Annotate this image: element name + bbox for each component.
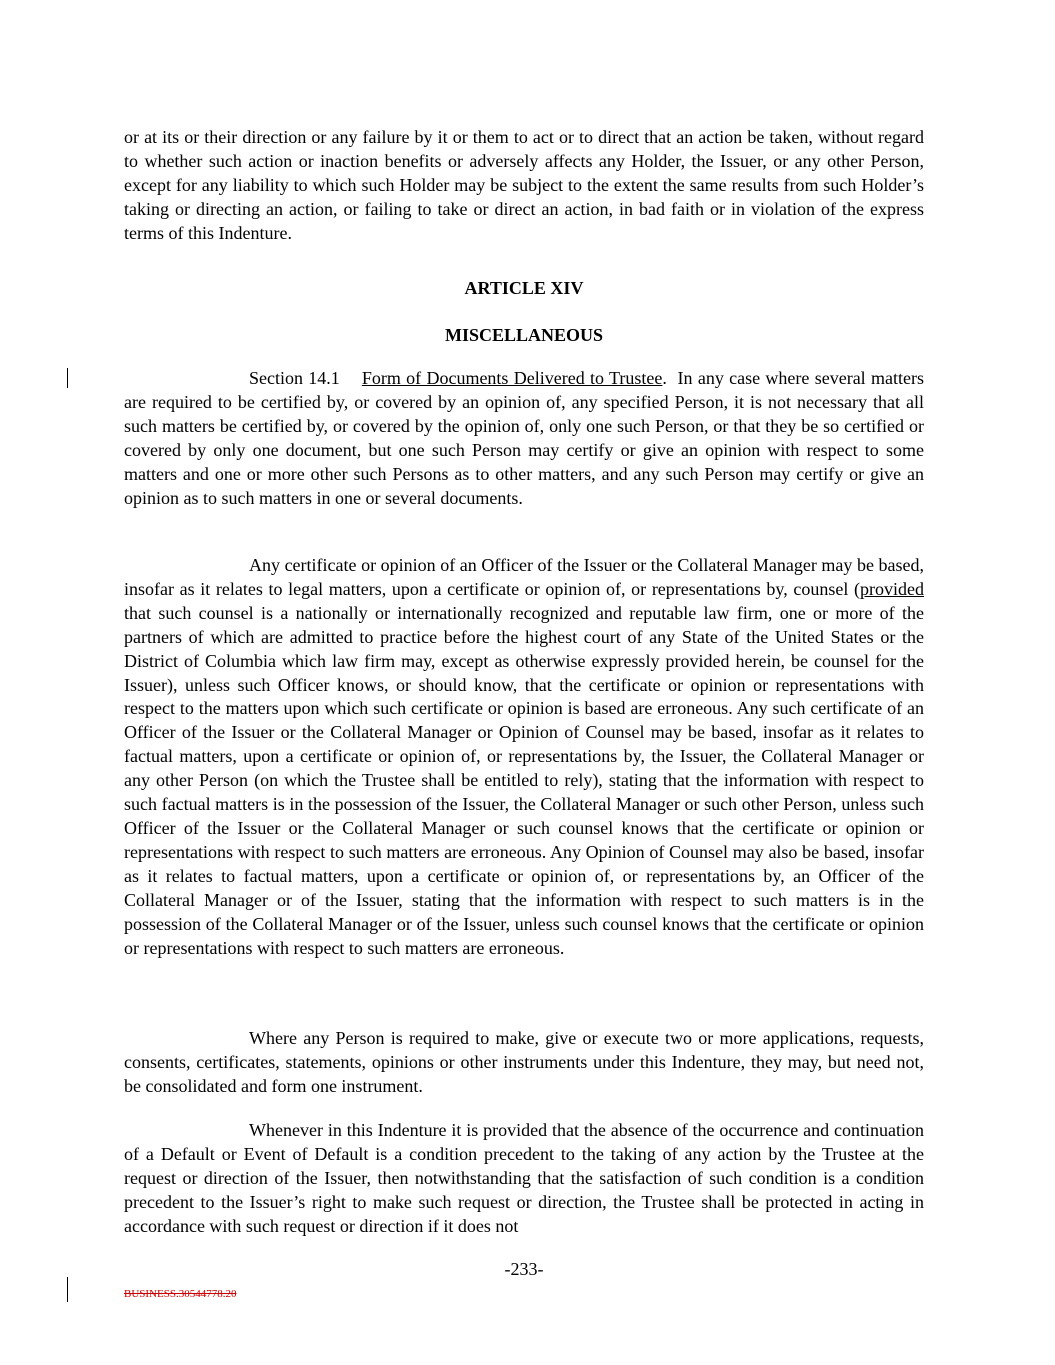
page-number: -233-	[504, 1259, 544, 1279]
paragraph-certificate-or-opinion	[124, 554, 924, 960]
paragraph-2-before: Any certificate or opinion of an Officer of the Issuer or the Collateral Manager may be based, insofar as it relates to legal matters, upon a certificate or opinion of, or representations by, counsel (	[124, 555, 924, 599]
section-title-punct: .	[662, 368, 667, 388]
article-title: MISCELLANEOUS	[444, 325, 604, 345]
provided-term: provided	[860, 578, 924, 599]
paragraph-2-after: that such counsel is a nationally or internationally recognized and reputable law firm, one or more of the partners of which are admitted to practice before the highest court of any State of the United States or the District of Columbia which law firm may, except as otherwise expressly provided herein, be counsel for the Issuer), unless such Officer knows, or should know, that the certificate or opinion or representations with respect to the matters upon which such certificate or opinion is based are erroneous. Any such certificate of an Officer of the Issuer or the Collateral Manager or Opinion of Counsel may be based, insofar as it relates to factual matters, upon a certificate or opinion of, or representations by, the Issuer, the Collateral Manager or any other Person (on which the Trustee shall be entitled to rely), stating that the information with respect to such factual matters is in the possession of the Issuer, the Collateral Manager or such other Person, unless such Officer of the Issuer or the Collateral Manager or such counsel knows that the certificate or opinion or representations with respect to such matters are erroneous. Any Opinion of Counsel may also be based, insofar as it relates to factual matters, upon a certificate or opinion of, or representations by, an Officer of the Collateral Manager or of the Issuer, stating that the information with respect to such matters is in the possession of the Collateral Manager or of the Issuer, unless such counsel knows that the certificate or opinion or representations with respect to such matters are erroneous.	[124, 602, 924, 958]
paragraph-applications: Where any Person is required to make, give or execute two or more applications, requests, consents, certificates, statements, opinions or other instruments under this Indenture, they may, but need not, be consolidated and form one instrument.	[124, 1028, 924, 1096]
paragraph-default-condition: Whenever in this Indenture it is provided that the absence of the occurrence and continuation of a Default or Event of Default is a condition precedent to the taking of any action by the Trustee at the request or direction of the Issuer, then notwithstanding that the satisfaction of such condition is a condition precedent to the Issuer’s right to make such request or direction, the Trustee shall be protected in acting in accordance with such request or direction if it does not	[124, 1120, 924, 1236]
footer-change-bar	[67, 1277, 68, 1302]
section-title: Form of Documents Delivered to Trustee	[361, 368, 663, 388]
opening-paragraph: or at its or their direction or any failure by it or them to act or to direct that an action be taken, without regard to whether such action or inaction benefits or adversely affects any Holder, the Issuer, or any other Person, except for any liability to which such Holder may be subject to the extent the same results from such Holder’s taking or directing an action, or failing to take or direct an action, in bad faith or in violation of the express terms of this Indenture.	[124, 127, 924, 243]
article-number: ARTICLE XIV	[464, 278, 584, 298]
section-number: Section 14.1	[249, 368, 340, 388]
section-14-1-paragraph	[124, 367, 924, 510]
document-id-deleted: BUSINESS.30544778.20	[124, 1288, 237, 1300]
section-text: In any case where several matters are required to be certified by, or covered by an opinion of, any specified Person, it is not necessary that all such matters be certified by, or covered by the opinion of, only one such Person, or that they be so certified or covered by only one document, but one such Person may certify or give an opinion with respect to some matters and one or more other such Persons as to other matters, and any such Person may certify or give an opinion as to such matters in one or several documents.	[124, 368, 924, 508]
revision-change-bar	[67, 368, 68, 388]
